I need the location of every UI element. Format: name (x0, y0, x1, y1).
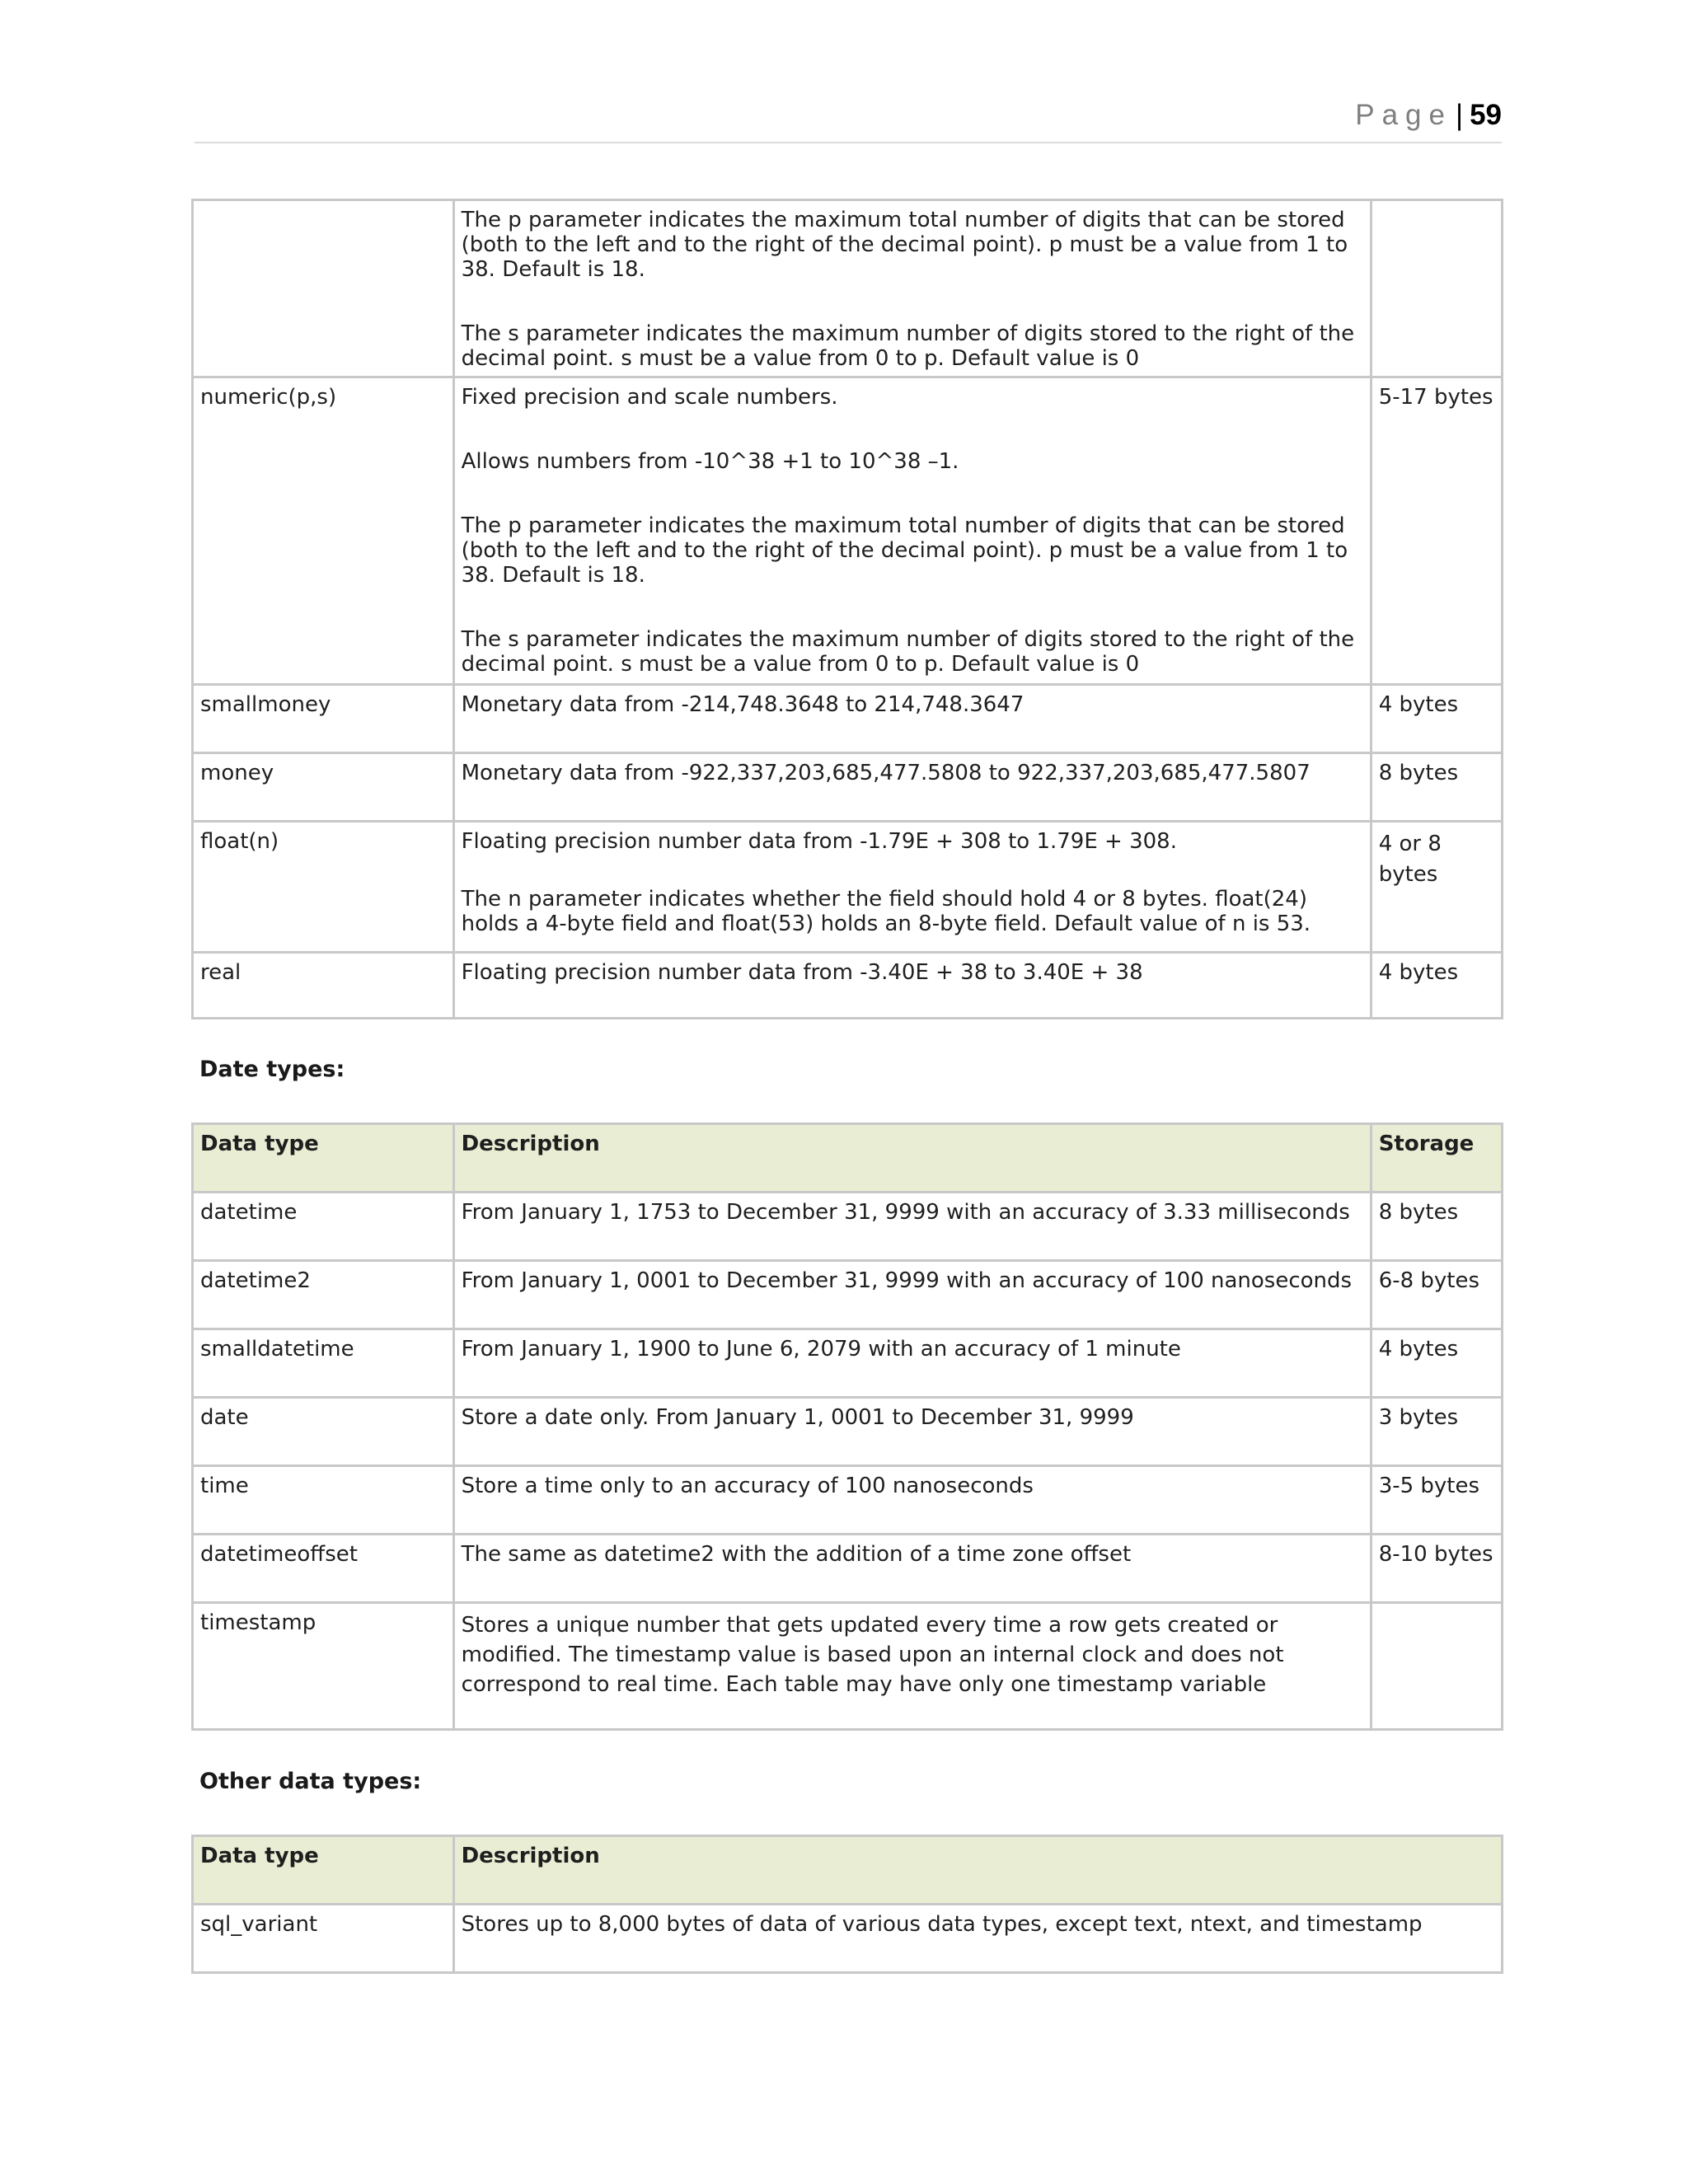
description-cell: Store a date only. From January 1, 0001 to December 31, 9999 (453, 1398, 1371, 1466)
page-header (195, 92, 1502, 143)
description-cell (453, 200, 1371, 377)
data-type-cell (193, 200, 454, 377)
header-data-type: Data type (193, 1836, 454, 1905)
page-separator: | (1455, 99, 1464, 131)
description-paragraph: The p parameter indicates the maximum total number of digits that can be stored (both to the left and to the right of the decimal point). p must be a value from 1 to 38. Default is 18. (461, 208, 1348, 282)
header-description: Description (453, 1836, 1502, 1905)
other-types-table (191, 1835, 1503, 1974)
description-cell: From January 1, 1753 to December 31, 9999 with an accuracy of 3.33 milliseconds (453, 1193, 1371, 1261)
data-type-cell: sql_variant (193, 1905, 454, 1973)
data-type-cell: datetime2 (193, 1261, 454, 1329)
table-row (193, 377, 1503, 685)
storage-cell: 8 bytes (1371, 1193, 1502, 1261)
storage-cell: 4 bytes (1371, 953, 1502, 1019)
description-paragraph: Floating precision number data from -1.79E + 308 to 1.79E + 308. (461, 829, 1177, 854)
table-row (193, 685, 1503, 753)
table-row (193, 1603, 1503, 1730)
table-header-row (193, 1124, 1503, 1193)
storage-cell: 8 bytes (1371, 753, 1502, 822)
description-cell: Store a time only to an accuracy of 100 nanoseconds (453, 1466, 1371, 1535)
data-type-cell: timestamp (193, 1603, 454, 1730)
header-data-type: Data type (193, 1124, 454, 1193)
data-type-cell: money (193, 753, 454, 822)
storage-cell: 3-5 bytes (1371, 1466, 1502, 1535)
storage-cell (1371, 1603, 1502, 1730)
data-type-cell: float(n) (193, 822, 454, 953)
description-cell: From January 1, 1900 to June 6, 2079 with an accuracy of 1 minute (453, 1329, 1371, 1398)
storage-cell: 8-10 bytes (1371, 1535, 1502, 1603)
table-row (193, 953, 1503, 1019)
description-cell (453, 953, 1371, 1019)
data-type-cell: time (193, 1466, 454, 1535)
numeric-types-table (191, 199, 1503, 1019)
description-paragraph: Allows numbers from -10^38 +1 to 10^38 –1. (461, 449, 959, 474)
table-row (193, 200, 1503, 377)
description-cell (453, 377, 1371, 685)
description-cell: Stores up to 8,000 bytes of data of various data types, except text, ntext, and timestamp (453, 1905, 1502, 1973)
table-row (193, 1329, 1503, 1398)
description-paragraph: The p parameter indicates the maximum total number of digits that can be stored (both to the left and to the right of the decimal point). p must be a value from 1 to 38. Default is 18. (461, 513, 1348, 588)
description-cell (453, 685, 1371, 753)
description-paragraph: The s parameter indicates the maximum number of digits stored to the right of the decimal point. s must be a value from 0 to p. Default value is 0 (461, 627, 1355, 677)
table-row (193, 1398, 1503, 1466)
storage-cell: 3 bytes (1371, 1398, 1502, 1466)
storage-cell: 4 bytes (1371, 1329, 1502, 1398)
table-row (193, 753, 1503, 822)
description-cell (453, 822, 1371, 953)
other-types-heading: Other data types: (199, 1769, 422, 1794)
page-word: Page (1355, 99, 1452, 131)
storage-cell (1371, 200, 1502, 377)
page-number-label (1355, 99, 1502, 132)
storage-cell: 4 or 8 bytes (1371, 822, 1502, 953)
data-type-cell: numeric(p,s) (193, 377, 454, 685)
storage-cell: 5-17 bytes (1371, 377, 1502, 685)
data-type-cell: smallmoney (193, 685, 454, 753)
description-cell (453, 753, 1371, 822)
table-row (193, 1193, 1503, 1261)
table-header-row (193, 1836, 1503, 1905)
description-paragraph: Fixed precision and scale numbers. (461, 385, 838, 410)
description-cell: Stores a unique number that gets updated every time a row gets created or modified. The timestamp value is based upon an internal clock and does not correspond to real time. Each table may have only one timestamp variable (453, 1603, 1371, 1730)
page-number: 59 (1470, 99, 1502, 131)
data-type-cell: date (193, 1398, 454, 1466)
table-row (193, 1905, 1503, 1973)
description-paragraph: The n parameter indicates whether the field should hold 4 or 8 bytes. float(24) holds a 4-byte field and float(53) holds an 8-byte field. Default value of n is 53. (461, 887, 1311, 936)
description-paragraph: Floating precision number data from -3.40E + 38 to 3.40E + 38 (461, 960, 1143, 985)
description-cell: From January 1, 0001 to December 31, 9999 with an accuracy of 100 nanoseconds (453, 1261, 1371, 1329)
table-row (193, 1466, 1503, 1535)
description-cell: The same as datetime2 with the addition of a time zone offset (453, 1535, 1371, 1603)
header-description: Description (453, 1124, 1371, 1193)
table-row (193, 822, 1503, 953)
data-type-cell: smalldatetime (193, 1329, 454, 1398)
data-type-cell: real (193, 953, 454, 1019)
date-types-heading: Date types: (199, 1057, 345, 1082)
storage-cell: 4 bytes (1371, 685, 1502, 753)
data-type-cell: datetime (193, 1193, 454, 1261)
table-row (193, 1261, 1503, 1329)
data-type-cell: datetimeoffset (193, 1535, 454, 1603)
table-row (193, 1535, 1503, 1603)
description-paragraph: The s parameter indicates the maximum number of digits stored to the right of the decimal point. s must be a value from 0 to p. Default value is 0 (461, 321, 1355, 371)
storage-cell: 6-8 bytes (1371, 1261, 1502, 1329)
description-paragraph: Monetary data from -214,748.3648 to 214,748.3647 (461, 692, 1025, 717)
date-types-table (191, 1122, 1503, 1731)
header-storage: Storage (1371, 1124, 1502, 1193)
description-paragraph: Monetary data from -922,337,203,685,477.5808 to 922,337,203,685,477.5807 (461, 761, 1311, 785)
